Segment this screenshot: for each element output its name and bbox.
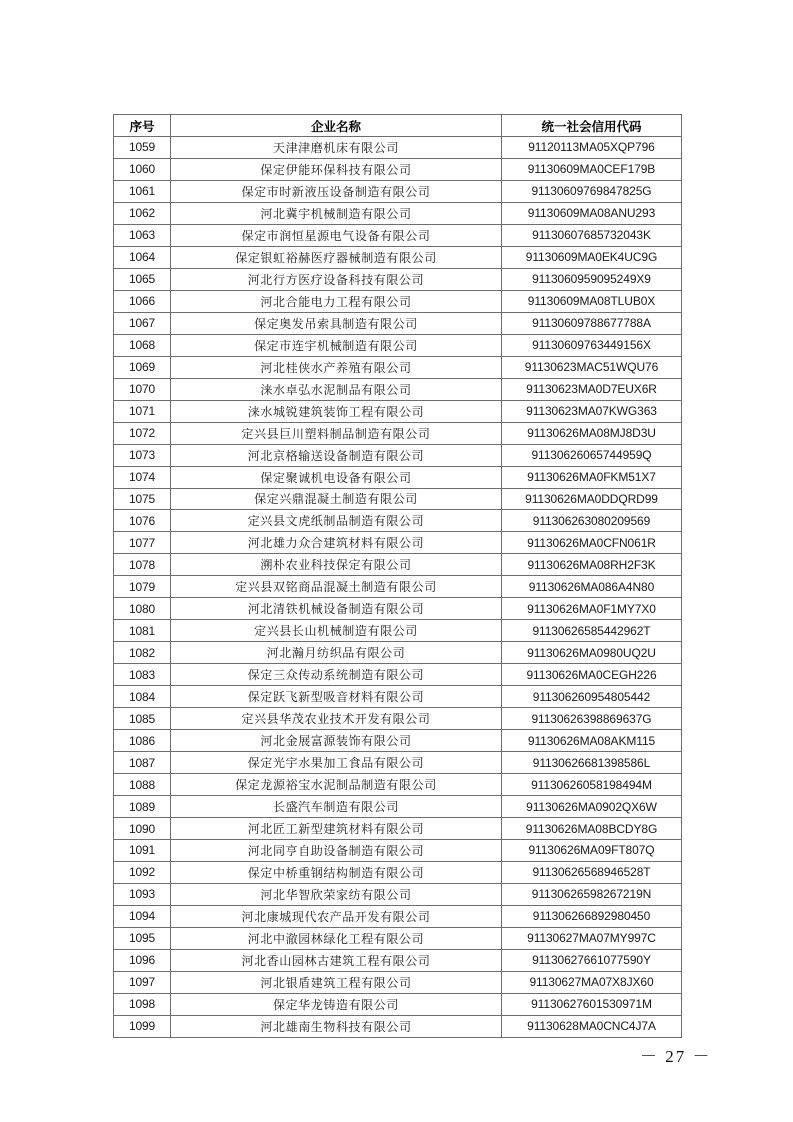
credit-code-cell: 91130626MA0980UQ2U [502,642,682,664]
table-row [114,422,682,444]
table-row [114,180,682,202]
credit-code-cell: 91130626MA0FKM51X7 [502,466,682,488]
table-row [114,642,682,664]
serial-number-cell: 1085 [114,708,171,730]
credit-code-cell: 91130609MA0EK4UC9G [502,246,682,268]
table-row [114,993,682,1015]
credit-code-cell: 91130626585442962T [502,620,682,642]
company-name-cell: 定兴县长山机械制造有限公司 [171,620,502,642]
company-name-cell: 河北香山园林古建筑工程有限公司 [171,949,502,971]
table-row [114,664,682,686]
table-row [114,334,682,356]
credit-code-cell: 91130626MA0DDQRD99 [502,488,682,510]
table-row [114,840,682,862]
company-name-cell: 河北桂侠水产养殖有限公司 [171,356,502,378]
credit-code-cell: 91130626MA08RH2F3K [502,554,682,576]
credit-code-cell: 91130623MAC51WQU76 [502,356,682,378]
serial-number-cell: 1069 [114,356,171,378]
serial-number-cell: 1090 [114,818,171,840]
company-name-cell: 河北京格输送设备制造有限公司 [171,444,502,466]
company-name-cell: 河北清铁机械设备制造有限公司 [171,598,502,620]
company-name-cell: 溯朴农业科技保定有限公司 [171,554,502,576]
serial-number-cell: 1093 [114,883,171,905]
company-name-cell: 河北合能电力工程有限公司 [171,290,502,312]
table-row [114,796,682,818]
credit-code-cell: 91130626398869637G [502,708,682,730]
company-name-cell: 河北雄南生物科技有限公司 [171,1015,502,1037]
company-name-cell: 保定兴鼎混凝土制造有限公司 [171,488,502,510]
credit-code-cell: 91120113MA05XQP796 [502,137,682,159]
serial-number-cell: 1061 [114,180,171,202]
table-row [114,444,682,466]
table-row [114,510,682,532]
serial-number-cell: 1071 [114,400,171,422]
company-name-cell: 定兴县华茂农业技术开发有限公司 [171,708,502,730]
company-name-cell: 保定三众传动系统制造有限公司 [171,664,502,686]
column-header-company-name: 企业名称 [171,115,502,137]
credit-code-cell: 91130626MA0902QX6W [502,796,682,818]
credit-code-cell: 91130626065744959Q [502,444,682,466]
table-row [114,620,682,642]
credit-code-cell: 91130609788677788A [502,312,682,334]
company-name-cell: 定兴县文虎纸制品制造有限公司 [171,510,502,532]
company-name-cell: 河北金展富源装饰有限公司 [171,730,502,752]
company-name-cell: 河北中澈园林绿化工程有限公司 [171,927,502,949]
company-name-cell: 保定中桥重钢结构制造有限公司 [171,861,502,883]
serial-number-cell: 1070 [114,378,171,400]
serial-number-cell: 1068 [114,334,171,356]
table-row [114,576,682,598]
table-row [114,752,682,774]
table-row [114,883,682,905]
company-name-cell: 保定聚诚机电设备有限公司 [171,466,502,488]
company-name-cell: 涞水卓弘水泥制品有限公司 [171,378,502,400]
table-row [114,927,682,949]
company-name-cell: 保定市润恒星源电气设备有限公司 [171,224,502,246]
table-row [114,532,682,554]
page-number: － 27 － [640,1047,712,1066]
table-row [114,598,682,620]
credit-code-cell: 91130627MA07MY997C [502,927,682,949]
table-row [114,554,682,576]
table-row [114,905,682,927]
credit-code-cell: 91130623MA07KWG363 [502,400,682,422]
credit-code-cell: 91130626MA0CEGH226 [502,664,682,686]
company-name-cell: 保定银虹裕赫医疗器械制造有限公司 [171,246,502,268]
serial-number-cell: 1091 [114,840,171,862]
credit-code-cell: 91130623MA0D7EUX6R [502,378,682,400]
serial-number-cell: 1095 [114,927,171,949]
table-row [114,1015,682,1037]
credit-code-cell: 91130626681398586L [502,752,682,774]
table-row [114,730,682,752]
serial-number-cell: 1073 [114,444,171,466]
column-header-credit-code: 统一社会信用代码 [502,115,682,137]
credit-code-cell: 91130626MA08MJ8D3U [502,422,682,444]
serial-number-cell: 1077 [114,532,171,554]
column-header-serial-number: 序号 [114,115,171,137]
serial-number-cell: 1089 [114,796,171,818]
credit-code-cell: 91130609769847825G [502,180,682,202]
serial-number-cell: 1067 [114,312,171,334]
company-name-cell: 河北冀宇机械制造有限公司 [171,202,502,224]
serial-number-cell: 1083 [114,664,171,686]
serial-number-cell: 1087 [114,752,171,774]
credit-code-cell: 91130626MA08AKM115 [502,730,682,752]
company-name-cell: 河北雄力众合建筑材料有限公司 [171,532,502,554]
serial-number-cell: 1092 [114,861,171,883]
company-credit-code-table [113,114,682,1038]
serial-number-cell: 1072 [114,422,171,444]
table-row [114,971,682,993]
credit-code-cell: 911306263080209569 [502,510,682,532]
table-row [114,400,682,422]
credit-code-cell: 91130626MA09FT807Q [502,840,682,862]
serial-number-cell: 1096 [114,949,171,971]
company-name-cell: 保定龙源裕宝水泥制品制造有限公司 [171,774,502,796]
company-name-cell: 河北华智欣荣家纺有限公司 [171,883,502,905]
table-row [114,312,682,334]
table-row [114,246,682,268]
serial-number-cell: 1099 [114,1015,171,1037]
serial-number-cell: 1064 [114,246,171,268]
company-name-cell: 河北匠工新型建筑材料有限公司 [171,818,502,840]
company-name-cell: 保定伊能环保科技有限公司 [171,158,502,180]
table-row [114,137,682,159]
credit-code-cell: 91130627661077590Y [502,949,682,971]
credit-code-cell: 911306266892980450 [502,905,682,927]
credit-code-cell: 91130626568946528T [502,861,682,883]
company-name-cell: 定兴县双铭商品混凝土制造有限公司 [171,576,502,598]
credit-code-cell: 91130609MA08ANU293 [502,202,682,224]
company-name-cell: 河北银盾建筑工程有限公司 [171,971,502,993]
table-row [114,378,682,400]
company-name-cell: 保定市连宇机械制造有限公司 [171,334,502,356]
serial-number-cell: 1086 [114,730,171,752]
credit-code-cell: 91130626MA086A4N80 [502,576,682,598]
company-name-cell: 河北行方医疗设备科技有限公司 [171,268,502,290]
company-name-cell: 长盛汽车制造有限公司 [171,796,502,818]
table-row [114,202,682,224]
table-row [114,224,682,246]
serial-number-cell: 1078 [114,554,171,576]
company-name-cell: 保定市时新液压设备制造有限公司 [171,180,502,202]
serial-number-cell: 1080 [114,598,171,620]
table-row [114,818,682,840]
table-row [114,268,682,290]
company-name-cell: 天津津磨机床有限公司 [171,137,502,159]
table-row [114,861,682,883]
table-row [114,466,682,488]
company-name-cell: 涞水城锐建筑装饰工程有限公司 [171,400,502,422]
table-header-row [114,115,682,137]
serial-number-cell: 1084 [114,686,171,708]
serial-number-cell: 1059 [114,137,171,159]
table-body [114,137,682,1038]
company-name-cell: 定兴县巨川塑料制品制造有限公司 [171,422,502,444]
credit-code-cell: 91130626MA0F1MY7X0 [502,598,682,620]
company-name-cell: 保定华龙铸造有限公司 [171,993,502,1015]
credit-code-cell: 91130609763449156X [502,334,682,356]
serial-number-cell: 1066 [114,290,171,312]
credit-code-cell: 91130626598267219N [502,883,682,905]
table-row [114,488,682,510]
serial-number-cell: 1063 [114,224,171,246]
serial-number-cell: 1088 [114,774,171,796]
company-name-cell: 河北同亨自助设备制造有限公司 [171,840,502,862]
credit-code-cell: 91130626MA08BCDY8G [502,818,682,840]
serial-number-cell: 1082 [114,642,171,664]
credit-code-cell: 91130609MA0CEF179B [502,158,682,180]
credit-code-cell: 91130626MA0CFN061R [502,532,682,554]
credit-code-cell: 9113060959095249X9 [502,268,682,290]
serial-number-cell: 1081 [114,620,171,642]
credit-code-cell: 91130626058198494M [502,774,682,796]
serial-number-cell: 1062 [114,202,171,224]
serial-number-cell: 1074 [114,466,171,488]
company-name-cell: 保定奥发吊索具制造有限公司 [171,312,502,334]
serial-number-cell: 1079 [114,576,171,598]
table-row [114,686,682,708]
table-row [114,774,682,796]
table-row [114,949,682,971]
table-row [114,158,682,180]
credit-code-cell: 91130627601530971M [502,993,682,1015]
company-name-cell: 河北康城现代农产品开发有限公司 [171,905,502,927]
serial-number-cell: 1076 [114,510,171,532]
credit-code-cell: 911306260954805442 [502,686,682,708]
credit-code-cell: 91130607685732043K [502,224,682,246]
serial-number-cell: 1094 [114,905,171,927]
serial-number-cell: 1060 [114,158,171,180]
credit-code-cell: 91130627MA07X8JX60 [502,971,682,993]
serial-number-cell: 1075 [114,488,171,510]
company-name-cell: 保定光宇水果加工食品有限公司 [171,752,502,774]
company-name-cell: 河北瀚月纺织品有限公司 [171,642,502,664]
table-row [114,708,682,730]
credit-code-cell: 91130609MA08TLUB0X [502,290,682,312]
company-name-cell: 保定跃飞新型吸音材料有限公司 [171,686,502,708]
serial-number-cell: 1098 [114,993,171,1015]
serial-number-cell: 1097 [114,971,171,993]
serial-number-cell: 1065 [114,268,171,290]
table-row [114,290,682,312]
table-row [114,356,682,378]
credit-code-cell: 91130628MA0CNC4J7A [502,1015,682,1037]
